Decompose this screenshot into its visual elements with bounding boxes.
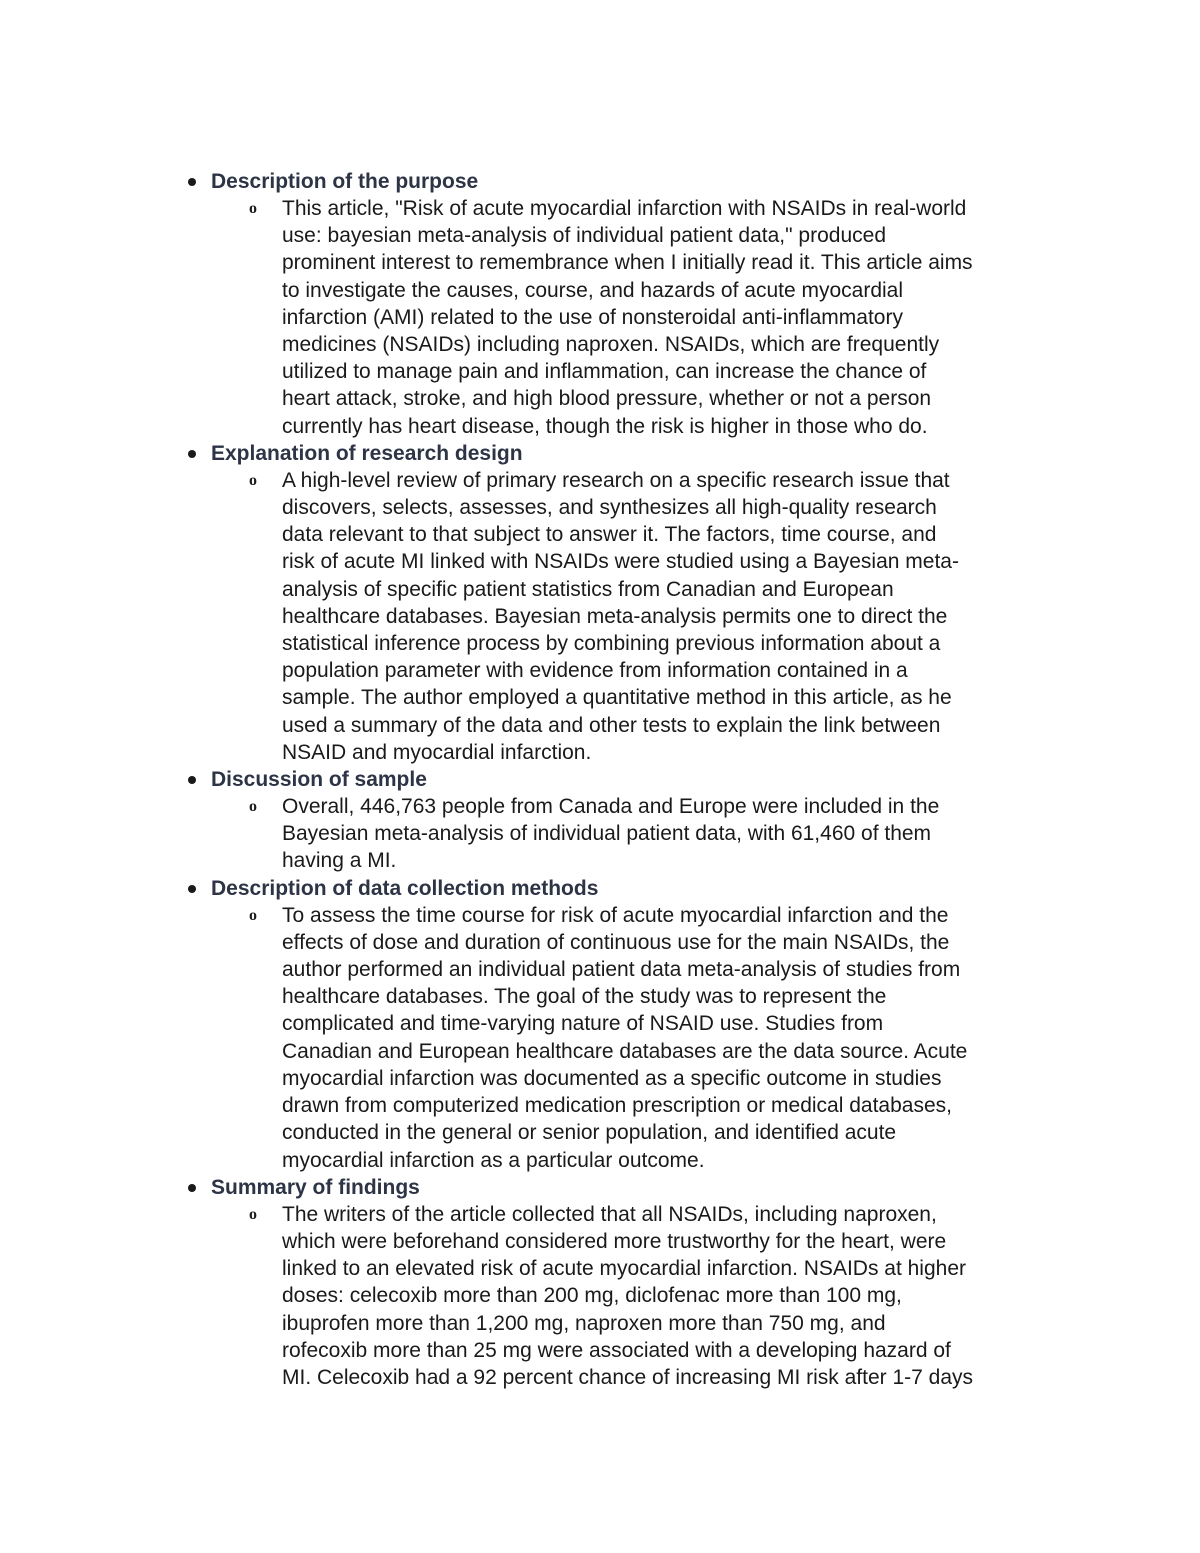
text-line: MI. Celecoxib had a 92 percent chance of increasing MI risk after 1-7 days [282, 1365, 974, 1389]
text-line: statistical inference process by combining previous information about a [282, 632, 941, 656]
text-line: population parameter with evidence from information contained in a [282, 659, 908, 683]
paragraph [282, 902, 1072, 1174]
sub-bullet-item [186, 902, 1066, 1174]
text-line: healthcare databases. The goal of the study was to represent the [282, 985, 887, 1009]
text-line: ibuprofen more than 1,200 mg, naproxen more than 750 mg, and [282, 1311, 886, 1335]
sub-bullet-marker-icon: o [249, 1205, 257, 1223]
text-line: to investigate the causes, course, and hazards of acute myocardial [282, 278, 904, 302]
text-line: linked to an elevated risk of acute myocardial infarction. NSAIDs at higher [282, 1257, 967, 1281]
text-line: utilized to manage pain and inflammation, can increase the chance of [282, 360, 927, 384]
text-line: currently has heart disease, though the risk is higher in those who do. [282, 414, 928, 438]
sub-bullet-item [186, 793, 1066, 875]
text-line: discovers, selects, assesses, and synthesizes all high-quality research [282, 496, 937, 520]
section-data-collection [186, 875, 1066, 1174]
text-line: used a summary of the data and other tests to explain the link between [282, 713, 941, 737]
text-line: infarction (AMI) related to the use of nonsteroidal anti-inflammatory [282, 305, 903, 329]
text-line: effects of dose and duration of continuous use for the main NSAIDs, the [282, 930, 950, 954]
sub-bullet-marker-icon: o [249, 200, 257, 217]
section-heading-row [186, 440, 1066, 467]
text-line: The writers of the article collected that all NSAIDs, including naproxen, [282, 1202, 937, 1226]
section-heading: Description of the purpose [211, 170, 479, 193]
text-line: drawn from computerized medication prescription or medical databases, [282, 1094, 952, 1118]
section-heading: Description of data collection methods [211, 876, 599, 900]
text-line: rofecoxib more than 25 mg were associated with a developing hazard of [282, 1338, 951, 1362]
bullet-outline [186, 168, 1066, 1391]
bullet-dot-icon [188, 178, 196, 186]
text-line: myocardial infarction as a particular outcome. [282, 1148, 705, 1172]
text-line: Bayesian meta-analysis of individual patient data, with 61,460 of them [282, 822, 932, 846]
paragraph [282, 195, 1072, 440]
text-line: Canadian and European healthcare databases are the data source. Acute [282, 1039, 968, 1063]
text-line: author performed an individual patient data meta-analysis of studies from [282, 958, 961, 982]
section-findings [186, 1174, 1066, 1391]
text-line: Overall, 446,763 people from Canada and Europe were included in the [282, 795, 940, 819]
section-heading: Summary of findings [211, 1175, 420, 1199]
text-line: conducted in the general or senior population, and identified acute [282, 1121, 897, 1145]
text-line: This article, "Risk of acute myocardial infarction with NSAIDs in real-world [282, 197, 967, 220]
text-line: use: bayesian meta-analysis of individual patient data," produced [282, 224, 886, 248]
text-line: doses: celecoxib more than 200 mg, diclofenac more than 100 mg, [282, 1284, 902, 1308]
section-sample [186, 766, 1066, 875]
sub-bullet-item [186, 1201, 1066, 1391]
text-line: A high-level review of primary research on a specific research issue that [282, 468, 950, 492]
text-line: having a MI. [282, 849, 397, 873]
text-line: complicated and time-varying nature of NSAID use. Studies from [282, 1012, 884, 1036]
text-line: healthcare databases. Bayesian meta-analysis permits one to direct the [282, 604, 948, 628]
bullet-dot-icon [188, 776, 196, 784]
sub-bullet-marker-icon: o [249, 471, 257, 489]
sub-bullet-marker-icon: o [249, 906, 257, 924]
section-heading: Discussion of sample [211, 768, 427, 792]
section-research-design [186, 440, 1066, 766]
section-heading-row [186, 168, 1066, 195]
sub-bullet-item [186, 467, 1066, 766]
text-line: medicines (NSAIDs) including naproxen. NSAIDs, which are frequently [282, 333, 940, 357]
bullet-dot-icon [188, 885, 196, 893]
paragraph [282, 793, 1072, 875]
text-line: heart attack, stroke, and high blood pressure, whether or not a person [282, 387, 932, 411]
paragraph [282, 1201, 1072, 1391]
section-heading-row [186, 766, 1066, 793]
paragraph [282, 467, 1072, 766]
text-line: analysis of specific patient statistics from Canadian and European [282, 577, 894, 601]
text-line: To assess the time course for risk of acute myocardial infarction and the [282, 903, 949, 927]
text-line: risk of acute MI linked with NSAIDs were studied using a Bayesian meta- [282, 550, 959, 574]
text-line: NSAID and myocardial infarction. [282, 740, 592, 764]
bullet-dot-icon [188, 450, 196, 458]
text-line: data relevant to that subject to answer it. The factors, time course, and [282, 523, 937, 547]
bullet-dot-icon [188, 1184, 196, 1192]
text-line: sample. The author employed a quantitative method in this article, as he [282, 686, 952, 710]
section-purpose [186, 168, 1066, 440]
sub-bullet-item [186, 195, 1066, 440]
text-line: prominent interest to remembrance when I initially read it. This article aims [282, 251, 973, 275]
sub-bullet-marker-icon: o [249, 798, 257, 816]
text-line: myocardial infarction was documented as a specific outcome in studies [282, 1066, 942, 1090]
section-heading: Explanation of research design [211, 441, 523, 465]
section-heading-row [186, 875, 1066, 902]
text-line: which were beforehand considered more trustworthy for the heart, were [282, 1229, 947, 1253]
section-heading-row [186, 1174, 1066, 1201]
